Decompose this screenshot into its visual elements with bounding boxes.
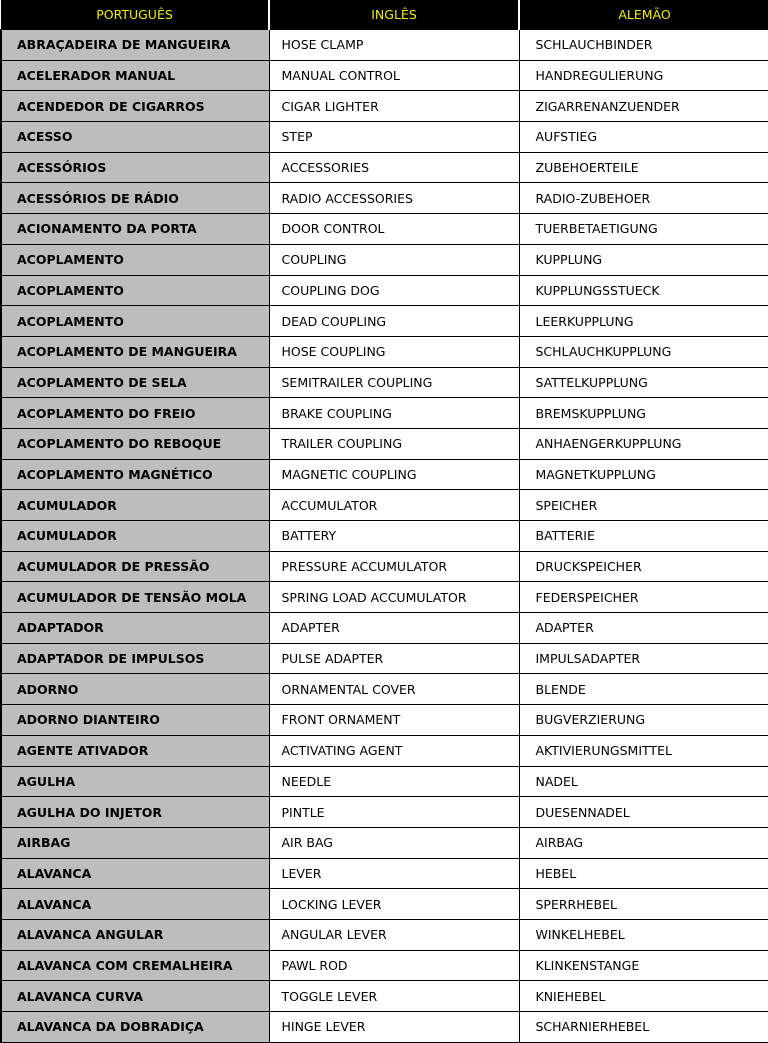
cell-english: BRAKE COUPLING [269, 398, 519, 429]
cell-english: DEAD COUPLING [269, 306, 519, 337]
table-row [1, 30, 768, 61]
cell-english: LEVER [269, 858, 519, 889]
cell-german: AUFSTIEG [519, 122, 768, 153]
table-row [1, 613, 768, 644]
cell-german: FEDERSPEICHER [519, 582, 768, 613]
cell-portuguese: ACENDEDOR DE CIGARROS [1, 91, 269, 122]
cell-german: BREMSKUPPLUNG [519, 398, 768, 429]
cell-portuguese: ACELERADOR MANUAL [1, 60, 269, 91]
table-row [1, 1012, 768, 1043]
cell-german: SCHLAUCHKUPPLUNG [519, 336, 768, 367]
cell-portuguese: ACOPLAMENTO DO FREIO [1, 398, 269, 429]
cell-german: IMPULSADAPTER [519, 643, 768, 674]
cell-english: PULSE ADAPTER [269, 643, 519, 674]
table-row [1, 705, 768, 736]
header-english: INGLÊS [269, 0, 519, 30]
cell-portuguese: AGENTE ATIVADOR [1, 735, 269, 766]
cell-german: WINKELHEBEL [519, 919, 768, 950]
cell-portuguese: AGULHA [1, 766, 269, 797]
cell-portuguese: ACOPLAMENTO DE MANGUEIRA [1, 336, 269, 367]
cell-english: DOOR CONTROL [269, 214, 519, 245]
cell-portuguese: ADORNO [1, 674, 269, 705]
cell-german: ZUBEHOERTEILE [519, 152, 768, 183]
cell-german: MAGNETKUPPLUNG [519, 459, 768, 490]
table-body [1, 30, 768, 1043]
cell-english: STEP [269, 122, 519, 153]
table-row [1, 398, 768, 429]
cell-german: ADAPTER [519, 613, 768, 644]
cell-portuguese: ACESSÓRIOS [1, 152, 269, 183]
cell-english: COUPLING [269, 244, 519, 275]
cell-german: AIRBAG [519, 827, 768, 858]
table-row [1, 981, 768, 1012]
cell-portuguese: ADAPTADOR DE IMPULSOS [1, 643, 269, 674]
cell-portuguese: ALAVANCA [1, 889, 269, 920]
table-row [1, 183, 768, 214]
cell-english: LOCKING LEVER [269, 889, 519, 920]
table-row [1, 459, 768, 490]
table-row [1, 858, 768, 889]
cell-german: BLENDE [519, 674, 768, 705]
cell-english: HOSE CLAMP [269, 30, 519, 61]
cell-english: ANGULAR LEVER [269, 919, 519, 950]
cell-german: RADIO-ZUBEHOER [519, 183, 768, 214]
cell-english: CIGAR LIGHTER [269, 91, 519, 122]
cell-english: ACTIVATING AGENT [269, 735, 519, 766]
cell-german: HANDREGULIERUNG [519, 60, 768, 91]
cell-english: ADAPTER [269, 613, 519, 644]
cell-portuguese: ACOPLAMENTO [1, 244, 269, 275]
cell-english: HOSE COUPLING [269, 336, 519, 367]
cell-portuguese: ACUMULADOR [1, 521, 269, 552]
table-row [1, 827, 768, 858]
table-row [1, 91, 768, 122]
cell-german: SCHARNIERHEBEL [519, 1012, 768, 1043]
cell-portuguese: ACOPLAMENTO DO REBOQUE [1, 428, 269, 459]
table-row [1, 244, 768, 275]
table-row [1, 122, 768, 153]
cell-german: AKTIVIERUNGSMITTEL [519, 735, 768, 766]
cell-german: DRUCKSPEICHER [519, 551, 768, 582]
cell-english: BATTERY [269, 521, 519, 552]
cell-english: SPRING LOAD ACCUMULATOR [269, 582, 519, 613]
cell-portuguese: ACESSÓRIOS DE RÁDIO [1, 183, 269, 214]
cell-english: TOGGLE LEVER [269, 981, 519, 1012]
cell-portuguese: ALAVANCA DA DOBRADIÇA [1, 1012, 269, 1043]
cell-english: HINGE LEVER [269, 1012, 519, 1043]
table-row [1, 336, 768, 367]
table-row [1, 643, 768, 674]
cell-english: MANUAL CONTROL [269, 60, 519, 91]
table-row [1, 674, 768, 705]
cell-german: SATTELKUPPLUNG [519, 367, 768, 398]
table-row [1, 306, 768, 337]
table-row [1, 582, 768, 613]
cell-german: KUPPLUNG [519, 244, 768, 275]
cell-english: AIR BAG [269, 827, 519, 858]
cell-german: HEBEL [519, 858, 768, 889]
header-row [1, 0, 768, 30]
cell-german: SPEICHER [519, 490, 768, 521]
table-row [1, 950, 768, 981]
table-row [1, 735, 768, 766]
cell-portuguese: ACESSO [1, 122, 269, 153]
table-row [1, 521, 768, 552]
cell-english: SEMITRAILER COUPLING [269, 367, 519, 398]
table-row [1, 152, 768, 183]
cell-english: COUPLING DOG [269, 275, 519, 306]
cell-german: LEERKUPPLUNG [519, 306, 768, 337]
cell-portuguese: ADORNO DIANTEIRO [1, 705, 269, 736]
cell-english: PRESSURE ACCUMULATOR [269, 551, 519, 582]
table-row [1, 797, 768, 828]
cell-english: ACCESSORIES [269, 152, 519, 183]
cell-german: KUPPLUNGSSTUECK [519, 275, 768, 306]
cell-portuguese: ALAVANCA ANGULAR [1, 919, 269, 950]
table-row [1, 766, 768, 797]
cell-german: NADEL [519, 766, 768, 797]
cell-portuguese: ACUMULADOR DE PRESSÃO [1, 551, 269, 582]
cell-english: PAWL ROD [269, 950, 519, 981]
cell-german: BATTERIE [519, 521, 768, 552]
cell-english: ORNAMENTAL COVER [269, 674, 519, 705]
table-row [1, 367, 768, 398]
cell-portuguese: ACOPLAMENTO MAGNÉTICO [1, 459, 269, 490]
cell-german: DUESENNADEL [519, 797, 768, 828]
cell-portuguese: ABRAÇADEIRA DE MANGUEIRA [1, 30, 269, 61]
cell-portuguese: ACUMULADOR [1, 490, 269, 521]
table-row [1, 889, 768, 920]
cell-english: ACCUMULATOR [269, 490, 519, 521]
cell-english: TRAILER COUPLING [269, 428, 519, 459]
header-german: ALEMÃO [519, 0, 768, 30]
cell-portuguese: ADAPTADOR [1, 613, 269, 644]
cell-german: SPERRHEBEL [519, 889, 768, 920]
cell-english: FRONT ORNAMENT [269, 705, 519, 736]
cell-german: BUGVERZIERUNG [519, 705, 768, 736]
cell-german: KNIEHEBEL [519, 981, 768, 1012]
cell-german: ANHAENGERKUPPLUNG [519, 428, 768, 459]
cell-portuguese: ACIONAMENTO DA PORTA [1, 214, 269, 245]
cell-portuguese: ACOPLAMENTO [1, 275, 269, 306]
cell-german: KLINKENSTANGE [519, 950, 768, 981]
table-row [1, 214, 768, 245]
cell-portuguese: AGULHA DO INJETOR [1, 797, 269, 828]
cell-english: NEEDLE [269, 766, 519, 797]
table-row [1, 551, 768, 582]
cell-portuguese: AIRBAG [1, 827, 269, 858]
cell-english: MAGNETIC COUPLING [269, 459, 519, 490]
table-row [1, 275, 768, 306]
cell-portuguese: ALAVANCA CURVA [1, 981, 269, 1012]
table-row [1, 428, 768, 459]
cell-portuguese: ACOPLAMENTO [1, 306, 269, 337]
table-row [1, 490, 768, 521]
cell-portuguese: ALAVANCA COM CREMALHEIRA [1, 950, 269, 981]
cell-portuguese: ALAVANCA [1, 858, 269, 889]
table-row [1, 919, 768, 950]
cell-german: ZIGARRENANZUENDER [519, 91, 768, 122]
cell-portuguese: ACOPLAMENTO DE SELA [1, 367, 269, 398]
table-row [1, 60, 768, 91]
cell-english: RADIO ACCESSORIES [269, 183, 519, 214]
cell-english: PINTLE [269, 797, 519, 828]
cell-german: TUERBETAETIGUNG [519, 214, 768, 245]
cell-german: SCHLAUCHBINDER [519, 30, 768, 61]
table-header [1, 0, 768, 30]
header-portuguese: PORTUGUÊS [1, 0, 269, 30]
cell-portuguese: ACUMULADOR DE TENSÃO MOLA [1, 582, 269, 613]
